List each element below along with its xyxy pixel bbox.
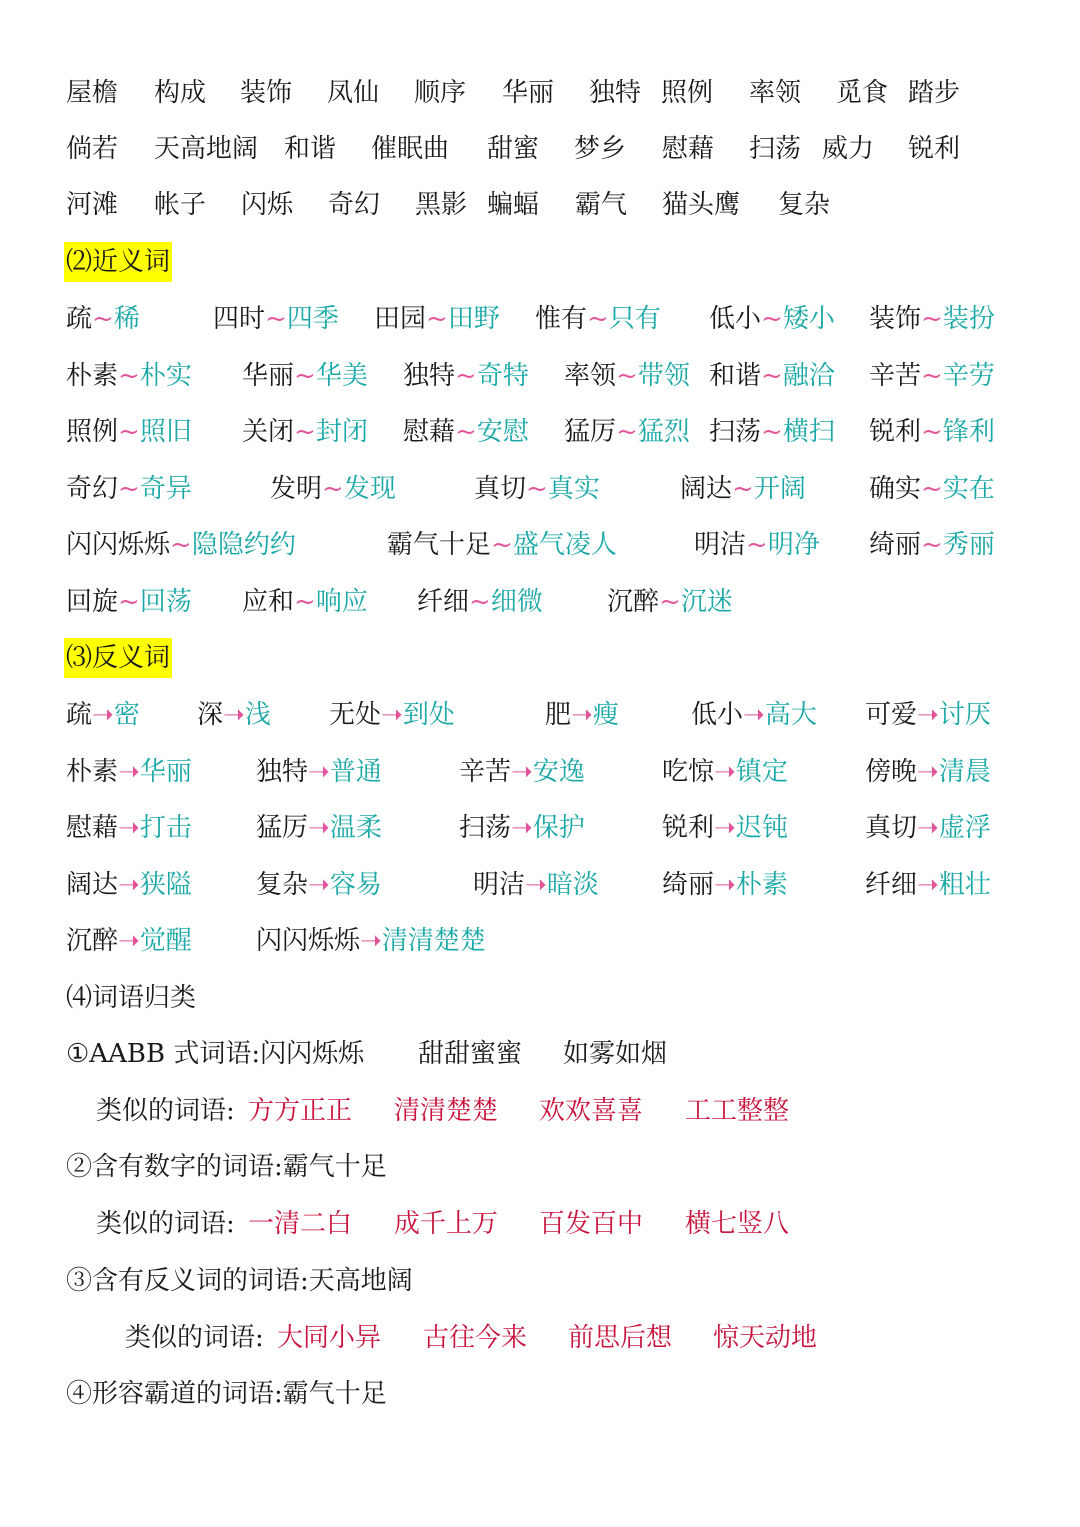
vocab-word: 顺序 [414, 78, 467, 108]
similar-word: 一清二白 [248, 1209, 353, 1239]
synonym-pair: 关闭~封闭 [242, 417, 368, 447]
vocab-word: 凤仙 [327, 78, 380, 108]
antonym-pair: 无处➝到处 [329, 700, 455, 730]
similar-word: 古往今来 [423, 1323, 528, 1353]
vocab-word: 河滩 [66, 190, 119, 220]
similar-word: 惊天动地 [713, 1323, 818, 1353]
antonym-pair: 深➝浅 [197, 700, 271, 730]
synonym-pair: 明洁~明净 [694, 530, 820, 560]
vocab-word: 复杂 [778, 190, 831, 220]
synonym-pair: 霸气十足~盛气凌人 [387, 530, 617, 560]
antonym-pair: 绮丽➝朴素 [662, 870, 788, 900]
synonym-pair: 沉醉~沉迷 [607, 587, 733, 617]
synonym-pair: 和谐~融洽 [709, 361, 835, 391]
similar-word: 大同小异 [277, 1323, 382, 1353]
similar-word: 方方正正 [248, 1096, 353, 1126]
antonym-pair: 沉醉➝觉醒 [66, 926, 192, 956]
antonym-pair: 傍晚➝清晨 [865, 757, 991, 787]
synonym-pair: 锐利~锋利 [869, 417, 995, 447]
antonym-pair: 锐利➝迟钝 [662, 813, 788, 843]
synonym-pair: 奇幻~奇异 [66, 474, 192, 504]
vocab-word: 华丽 [502, 78, 555, 108]
vocab-word: 构成 [154, 78, 207, 108]
similar-word: 成千上万 [394, 1209, 499, 1239]
similar-word: 前思后想 [568, 1323, 673, 1353]
synonym-pair: 发明~发现 [270, 474, 396, 504]
synonym-pair: 率领~带领 [564, 361, 690, 391]
synonym-pair: 慰藉~安慰 [403, 417, 529, 447]
antonym-pair: 复杂➝容易 [256, 870, 382, 900]
group-title: ②含有数字的词语:霸气十足 [66, 1152, 387, 1182]
vocab-word: 率领 [749, 78, 802, 108]
vocab-word: 梦乡 [574, 134, 627, 164]
classification-heading-text: ⑷词语归类 [66, 983, 197, 1013]
similar-label: 类似的词语: [96, 1209, 235, 1239]
antonym-pair: 猛厉➝温柔 [256, 813, 382, 843]
group-title: ①AABB 式词语:闪闪烁烁 [66, 1039, 365, 1069]
antonym-pair: 朴素➝华丽 [66, 757, 192, 787]
synonym-pair: 田园~田野 [374, 304, 500, 334]
antonym-pair: 阔达➝狭隘 [66, 870, 192, 900]
vocab-word: 屋檐 [66, 78, 119, 108]
similar-word: 欢欢喜喜 [539, 1096, 644, 1126]
synonym-pair: 真切~真实 [474, 474, 600, 504]
antonym-pair: 慰藉➝打击 [66, 813, 192, 843]
vocab-word: 装饰 [240, 78, 293, 108]
vocab-word: 霸气 [575, 190, 628, 220]
vocab-word: 独特 [589, 78, 642, 108]
synonym-pair: 独特~奇特 [403, 361, 529, 391]
antonym-pair: 纤细➝粗壮 [865, 870, 991, 900]
vocab-word: 踏步 [908, 78, 961, 108]
synonym-pair: 确实~实在 [869, 474, 995, 504]
vocab-word: 锐利 [908, 134, 961, 164]
vocab-word: 闪烁 [241, 190, 294, 220]
synonym-pair: 猛厉~猛烈 [564, 417, 690, 447]
synonym-pair: 辛苦~辛劳 [869, 361, 995, 391]
synonym-pair: 华丽~华美 [242, 361, 368, 391]
antonym-pair: 疏➝密 [66, 700, 140, 730]
vocab-word: 威力 [822, 134, 875, 164]
similar-word: 工工整整 [685, 1096, 790, 1126]
antonym-pair: 独特➝普通 [256, 757, 382, 787]
vocab-word: 奇幻 [328, 190, 381, 220]
synonym-pair: 应和~响应 [242, 587, 368, 617]
synonyms-heading-text: ⑵近义词 [64, 242, 172, 282]
synonym-pair: 疏~稀 [66, 304, 140, 334]
synonym-pair: 纤细~细微 [417, 587, 543, 617]
antonyms-heading-text: ⑶反义词 [64, 638, 172, 678]
similar-label: 类似的词语: [125, 1323, 264, 1353]
vocab-word: 甜蜜 [487, 134, 540, 164]
antonym-pair: 明洁➝暗淡 [473, 870, 599, 900]
antonym-pair: 可爱➝讨厌 [865, 700, 991, 730]
vocab-word: 觅食 [836, 78, 889, 108]
synonym-pair: 扫荡~横扫 [709, 417, 835, 447]
vocab-word: 慰藉 [662, 134, 715, 164]
vocab-word: 照例 [661, 78, 714, 108]
similar-word: 横七竖八 [685, 1209, 790, 1239]
antonym-pair: 肥➝瘦 [545, 700, 619, 730]
synonym-pair: 照例~照旧 [66, 417, 192, 447]
vocab-word: 和谐 [284, 134, 337, 164]
similar-label: 类似的词语: [96, 1096, 235, 1126]
antonym-pair: 低小➝高大 [691, 700, 817, 730]
synonym-pair: 回旋~回荡 [66, 587, 192, 617]
vocab-word: 黑影 [415, 190, 468, 220]
similar-word: 清清楚楚 [394, 1096, 499, 1126]
synonym-pair: 惟有~只有 [535, 304, 661, 334]
antonym-pair: 辛苦➝安逸 [459, 757, 585, 787]
group-title: ④形容霸道的词语:霸气十足 [66, 1379, 387, 1409]
vocab-word: 催眠曲 [371, 134, 450, 164]
vocab-word: 天高地阔 [154, 134, 259, 164]
vocab-word: 蝙蝠 [487, 190, 540, 220]
vocab-word: 倘若 [66, 134, 119, 164]
group-title: ③含有反义词的词语:天高地阔 [66, 1266, 413, 1296]
antonym-pair: 吃惊➝镇定 [662, 757, 788, 787]
antonym-pair: 真切➝虚浮 [865, 813, 991, 843]
synonym-pair: 绮丽~秀丽 [869, 530, 995, 560]
group-extra-word: 甜甜蜜蜜 [418, 1039, 523, 1069]
synonym-pair: 闪闪烁烁~隐隐约约 [66, 530, 296, 560]
antonym-pair: 闪闪烁烁➝清清楚楚 [256, 926, 486, 956]
group-extra-word: 如雾如烟 [563, 1039, 668, 1069]
synonym-pair: 低小~矮小 [709, 304, 835, 334]
vocab-word: 猫头鹰 [662, 190, 741, 220]
antonym-pair: 扫荡➝保护 [459, 813, 585, 843]
similar-word: 百发百中 [539, 1209, 644, 1239]
vocab-word: 扫荡 [749, 134, 802, 164]
synonym-pair: 朴素~朴实 [66, 361, 192, 391]
synonym-pair: 四时~四季 [213, 304, 339, 334]
synonym-pair: 装饰~装扮 [869, 304, 995, 334]
vocab-word: 帐子 [154, 190, 207, 220]
synonym-pair: 阔达~开阔 [680, 474, 806, 504]
